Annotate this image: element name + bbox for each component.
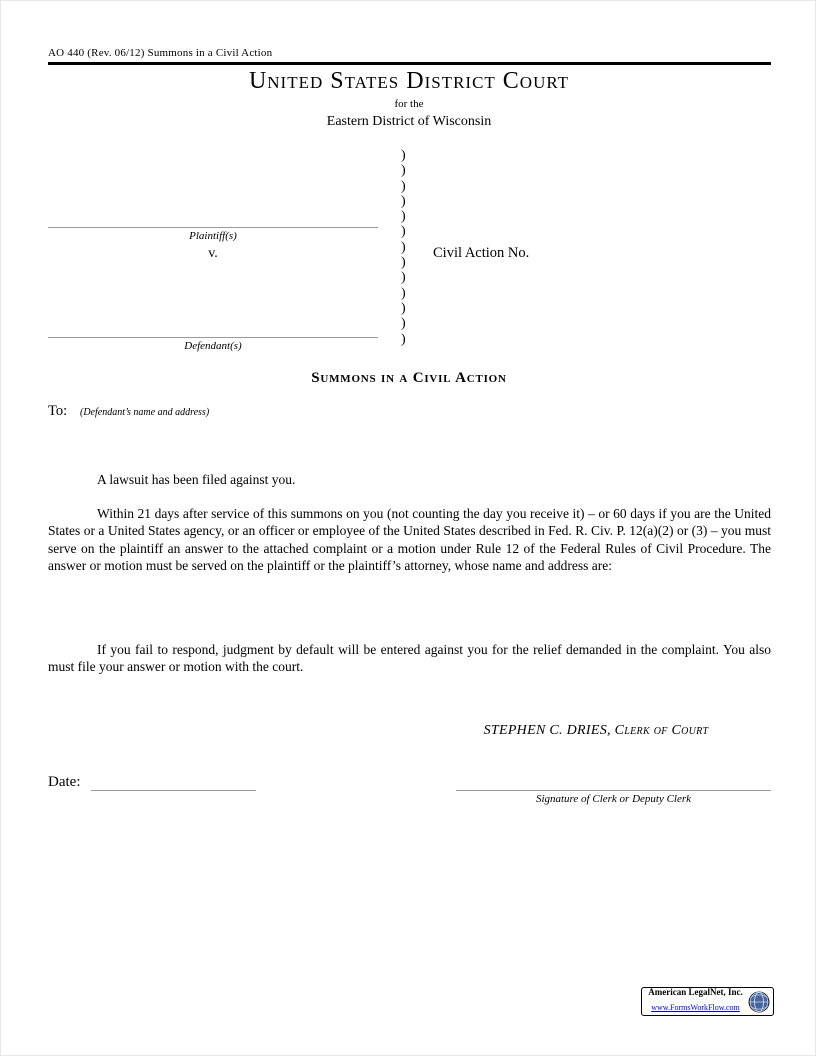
paragraph-default-judgment: If you fail to respond, judgment by default will be entered against you for the relief demanded in the complaint. You also must file your answer or motion with the court. <box>48 642 771 675</box>
form-id: AO 440 (Rev. 06/12) Summons in a Civil Action <box>48 47 273 59</box>
caption-paren: ) <box>401 316 406 332</box>
date-field[interactable] <box>91 769 256 791</box>
plaintiff-label: Plaintiff(s) <box>189 230 237 242</box>
signature-caption: Signature of Clerk or Deputy Clerk <box>535 793 692 805</box>
vendor-name: American LegalNet, Inc. <box>648 987 743 998</box>
caption-paren: ) <box>401 148 406 163</box>
clerk-name: STEPHEN C. DRIES, <box>483 723 611 738</box>
caption-paren: ) <box>401 178 406 194</box>
paragraph-service-instructions: Within 21 days after service of this summons on you (not counting the day you receive it) – or 60 days if you are the United States or a United States agency, or an officer or employee of the United States described in Fed. R. Civ. P. 12(a)(2) or (3) – you must serve on the plaintiff an answer to the attached complaint or a motion under Rule 12 of the Federal Rules of Civil Procedure. The answer or motion must be served on the plaintiff or the plaintiff’s attorney, whose name and address are: <box>48 506 771 573</box>
date-label: Date: <box>48 774 81 790</box>
caption-paren: ) <box>401 209 406 225</box>
caption-paren: ) <box>401 239 406 255</box>
caption-paren: ) <box>401 193 406 209</box>
caption-paren: ) <box>401 331 406 347</box>
caption-paren-column <box>401 148 406 347</box>
to-hint: (Defendant’s name and address) <box>80 407 210 418</box>
summons-title: Summons in a Civil Action <box>311 370 507 386</box>
caption-paren: ) <box>401 255 406 271</box>
caption-paren: ) <box>401 163 406 179</box>
paragraph-lawsuit-filed: A lawsuit has been filed against you. <box>97 472 296 487</box>
vendor-text <box>645 987 746 1016</box>
to-label: To: <box>48 403 68 419</box>
plaintiff-name-field[interactable] <box>48 205 378 228</box>
caption-paren: ) <box>401 285 406 301</box>
caption-paren: ) <box>401 270 406 286</box>
court-subtitle: for the <box>394 98 424 110</box>
caption-paren: ) <box>401 300 406 316</box>
clerk-title: Clerk of Court <box>614 723 709 738</box>
defendant-label: Defendant(s) <box>184 340 242 352</box>
globe-icon <box>748 991 770 1013</box>
court-district: Eastern District of Wisconsin <box>326 114 492 129</box>
defendant-name-field[interactable] <box>48 315 378 338</box>
versus-label: v. <box>208 246 218 261</box>
vendor-link[interactable]: www.FormsWorkFlow.com <box>651 1003 740 1013</box>
civil-action-number-label: Civil Action No. <box>433 245 530 261</box>
clerk-of-court-line <box>421 723 771 739</box>
header-rule <box>48 62 771 65</box>
vendor-stamp <box>641 987 774 1016</box>
court-title: United States District Court <box>248 68 570 94</box>
caption-paren: ) <box>401 224 406 240</box>
clerk-signature-field[interactable] <box>456 769 771 791</box>
